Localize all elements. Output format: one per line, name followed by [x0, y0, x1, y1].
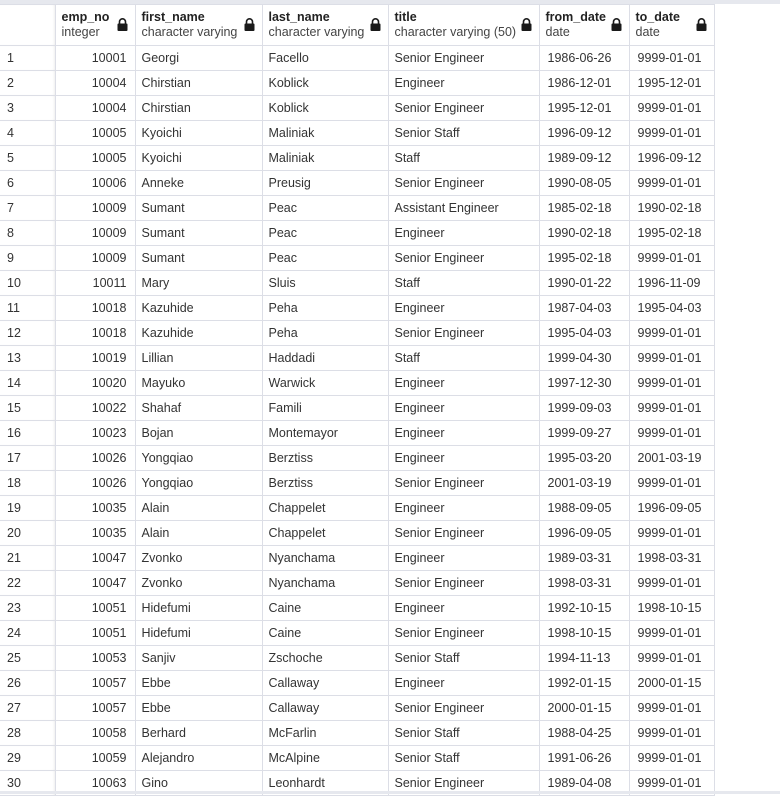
cell-emp-no[interactable]: 10023: [55, 421, 135, 446]
cell-first-name[interactable]: Hidefumi: [135, 596, 262, 621]
cell-title[interactable]: Senior Engineer: [388, 171, 539, 196]
cell-emp-no[interactable]: 10047: [55, 571, 135, 596]
table-row[interactable]: [0, 471, 714, 496]
table-row[interactable]: [0, 646, 714, 671]
grid-body: [0, 46, 714, 796]
cell-title[interactable]: Senior Staff: [388, 121, 539, 146]
cell-title[interactable]: Staff: [388, 346, 539, 371]
cell-last-name[interactable]: Berztiss: [262, 446, 388, 471]
table-row[interactable]: [0, 721, 714, 746]
cell-last-name[interactable]: Maliniak: [262, 146, 388, 171]
cell-last-name[interactable]: Peha: [262, 321, 388, 346]
cell-emp-no[interactable]: 10009: [55, 221, 135, 246]
table-row[interactable]: [0, 296, 714, 321]
cell-last-name[interactable]: Nyanchama: [262, 546, 388, 571]
column-name: to_date: [635, 10, 680, 24]
cell-title[interactable]: Senior Engineer: [388, 621, 539, 646]
cell-to-date[interactable]: 9999-01-01: [629, 696, 714, 721]
row-number[interactable]: 29: [0, 746, 55, 771]
cell-last-name[interactable]: Peac: [262, 246, 388, 271]
cell-emp-no[interactable]: 10001: [55, 46, 135, 71]
cell-from-date[interactable]: 1988-04-25: [539, 721, 629, 746]
row-number[interactable]: 7: [0, 196, 55, 221]
table-row[interactable]: [0, 246, 714, 271]
row-number[interactable]: 25: [0, 646, 55, 671]
cell-emp-no[interactable]: 10005: [55, 146, 135, 171]
column-type: date: [545, 25, 570, 39]
cell-from-date[interactable]: 1998-03-31: [539, 571, 629, 596]
row-number[interactable]: 22: [0, 571, 55, 596]
column-header-to-date[interactable]: [629, 5, 714, 46]
row-number[interactable]: 2: [0, 71, 55, 96]
cell-last-name[interactable]: McFarlin: [262, 721, 388, 746]
lock-icon: [696, 18, 707, 31]
cell-last-name[interactable]: Leonhardt: [262, 771, 388, 796]
cell-first-name[interactable]: Kyoichi: [135, 121, 262, 146]
column-type: integer: [61, 25, 100, 39]
cell-last-name[interactable]: Berztiss: [262, 471, 388, 496]
cell-last-name[interactable]: Peac: [262, 196, 388, 221]
cell-to-date[interactable]: 9999-01-01: [629, 121, 714, 146]
cell-to-date[interactable]: 9999-01-01: [629, 621, 714, 646]
cell-last-name[interactable]: Peac: [262, 221, 388, 246]
cell-title[interactable]: Senior Staff: [388, 746, 539, 771]
cell-emp-no[interactable]: 10035: [55, 521, 135, 546]
cell-from-date[interactable]: 1989-03-31: [539, 546, 629, 571]
cell-first-name[interactable]: Ebbe: [135, 696, 262, 721]
cell-to-date[interactable]: 9999-01-01: [629, 471, 714, 496]
cell-from-date[interactable]: 1999-09-27: [539, 421, 629, 446]
column-header-title[interactable]: [388, 5, 539, 46]
cell-title[interactable]: Engineer: [388, 496, 539, 521]
cell-last-name[interactable]: Chappelet: [262, 521, 388, 546]
cell-from-date[interactable]: 2001-03-19: [539, 471, 629, 496]
cell-title[interactable]: Staff: [388, 271, 539, 296]
cell-emp-no[interactable]: 10051: [55, 596, 135, 621]
row-number[interactable]: 14: [0, 371, 55, 396]
cell-title[interactable]: Engineer: [388, 421, 539, 446]
table-row[interactable]: [0, 596, 714, 621]
table-row[interactable]: [0, 696, 714, 721]
cell-to-date[interactable]: 9999-01-01: [629, 321, 714, 346]
cell-from-date[interactable]: 1991-06-26: [539, 746, 629, 771]
row-number[interactable]: 3: [0, 96, 55, 121]
cell-to-date[interactable]: 1995-04-03: [629, 296, 714, 321]
cell-first-name[interactable]: Alain: [135, 496, 262, 521]
cell-title[interactable]: Engineer: [388, 671, 539, 696]
cell-last-name[interactable]: Maliniak: [262, 121, 388, 146]
data-output-table: [0, 4, 715, 796]
cell-title[interactable]: Senior Engineer: [388, 96, 539, 121]
cell-from-date[interactable]: 1986-06-26: [539, 46, 629, 71]
column-header-last-name[interactable]: [262, 5, 388, 46]
query-results-grid: [0, 4, 780, 796]
cell-to-date[interactable]: 1990-02-18: [629, 196, 714, 221]
cell-last-name[interactable]: Montemayor: [262, 421, 388, 446]
cell-last-name[interactable]: Preusig: [262, 171, 388, 196]
cell-last-name[interactable]: Haddadi: [262, 346, 388, 371]
column-header-emp-no[interactable]: [55, 5, 135, 46]
cell-title[interactable]: Senior Engineer: [388, 46, 539, 71]
cell-first-name[interactable]: Gino: [135, 771, 262, 796]
cell-last-name[interactable]: Sluis: [262, 271, 388, 296]
cell-first-name[interactable]: Mary: [135, 271, 262, 296]
cell-emp-no[interactable]: 10019: [55, 346, 135, 371]
table-row[interactable]: [0, 346, 714, 371]
cell-title[interactable]: Senior Staff: [388, 646, 539, 671]
cell-first-name[interactable]: Kyoichi: [135, 146, 262, 171]
table-row[interactable]: [0, 146, 714, 171]
cell-emp-no[interactable]: 10059: [55, 746, 135, 771]
cell-to-date[interactable]: 9999-01-01: [629, 646, 714, 671]
cell-last-name[interactable]: Zschoche: [262, 646, 388, 671]
row-number[interactable]: 20: [0, 521, 55, 546]
table-row[interactable]: [0, 446, 714, 471]
cell-to-date[interactable]: 9999-01-01: [629, 96, 714, 121]
cell-first-name[interactable]: Shahaf: [135, 396, 262, 421]
cell-last-name[interactable]: Facello: [262, 46, 388, 71]
table-row[interactable]: [0, 521, 714, 546]
cell-from-date[interactable]: 1995-12-01: [539, 96, 629, 121]
cell-from-date[interactable]: 1989-04-08: [539, 771, 629, 796]
cell-from-date[interactable]: 1995-04-03: [539, 321, 629, 346]
cell-last-name[interactable]: Callaway: [262, 671, 388, 696]
column-header-from-date[interactable]: [539, 5, 629, 46]
cell-from-date[interactable]: 1995-03-20: [539, 446, 629, 471]
cell-emp-no[interactable]: 10020: [55, 371, 135, 396]
row-number[interactable]: 5: [0, 146, 55, 171]
cell-from-date[interactable]: 1992-01-15: [539, 671, 629, 696]
column-name: title: [394, 10, 417, 24]
cell-title[interactable]: Engineer: [388, 546, 539, 571]
table-row[interactable]: [0, 46, 714, 71]
column-name: emp_no: [61, 10, 110, 24]
cell-emp-no[interactable]: 10011: [55, 271, 135, 296]
cell-title[interactable]: Senior Engineer: [388, 321, 539, 346]
cell-emp-no[interactable]: 10057: [55, 696, 135, 721]
cell-title[interactable]: Senior Engineer: [388, 471, 539, 496]
cell-to-date[interactable]: 9999-01-01: [629, 521, 714, 546]
cell-title[interactable]: Senior Engineer: [388, 246, 539, 271]
column-type: character varying: [141, 25, 238, 39]
row-number[interactable]: 10: [0, 271, 55, 296]
cell-from-date[interactable]: 1997-12-30: [539, 371, 629, 396]
cell-emp-no[interactable]: 10005: [55, 121, 135, 146]
table-row[interactable]: [0, 121, 714, 146]
cell-to-date[interactable]: 1995-02-18: [629, 221, 714, 246]
row-number[interactable]: 17: [0, 446, 55, 471]
cell-emp-no[interactable]: 10053: [55, 646, 135, 671]
cell-title[interactable]: Senior Engineer: [388, 771, 539, 796]
cell-to-date[interactable]: 1998-03-31: [629, 546, 714, 571]
cell-title[interactable]: Engineer: [388, 446, 539, 471]
cell-title[interactable]: Engineer: [388, 396, 539, 421]
cell-first-name[interactable]: Hidefumi: [135, 621, 262, 646]
row-number[interactable]: 16: [0, 421, 55, 446]
cell-emp-no[interactable]: 10018: [55, 321, 135, 346]
row-number-header[interactable]: [0, 5, 55, 46]
row-number[interactable]: 27: [0, 696, 55, 721]
cell-title[interactable]: Engineer: [388, 296, 539, 321]
cell-from-date[interactable]: 1995-02-18: [539, 246, 629, 271]
cell-first-name[interactable]: Bojan: [135, 421, 262, 446]
cell-last-name[interactable]: Famili: [262, 396, 388, 421]
cell-emp-no[interactable]: 10009: [55, 196, 135, 221]
cell-emp-no[interactable]: 10009: [55, 246, 135, 271]
cell-first-name[interactable]: Anneke: [135, 171, 262, 196]
cell-first-name[interactable]: Chirstian: [135, 71, 262, 96]
cell-emp-no[interactable]: 10004: [55, 71, 135, 96]
cell-title[interactable]: Senior Engineer: [388, 571, 539, 596]
cell-title[interactable]: Staff: [388, 146, 539, 171]
cell-first-name[interactable]: Sumant: [135, 246, 262, 271]
column-header-first-name[interactable]: [135, 5, 262, 46]
table-row[interactable]: [0, 671, 714, 696]
cell-last-name[interactable]: Callaway: [262, 696, 388, 721]
column-name: first_name: [141, 10, 205, 24]
column-type: date: [635, 25, 660, 39]
table-row[interactable]: [0, 496, 714, 521]
cell-from-date[interactable]: 2000-01-15: [539, 696, 629, 721]
row-number[interactable]: 21: [0, 546, 55, 571]
cell-first-name[interactable]: Zvonko: [135, 546, 262, 571]
cell-last-name[interactable]: Warwick: [262, 371, 388, 396]
cell-from-date[interactable]: 1996-09-12: [539, 121, 629, 146]
cell-from-date[interactable]: 1987-04-03: [539, 296, 629, 321]
cell-emp-no[interactable]: 10047: [55, 546, 135, 571]
cell-from-date[interactable]: 1989-09-12: [539, 146, 629, 171]
cell-title[interactable]: Senior Staff: [388, 721, 539, 746]
row-number[interactable]: 6: [0, 171, 55, 196]
cell-to-date[interactable]: 2000-01-15: [629, 671, 714, 696]
cell-to-date[interactable]: 1995-12-01: [629, 71, 714, 96]
cell-first-name[interactable]: Yongqiao: [135, 471, 262, 496]
row-number[interactable]: 26: [0, 671, 55, 696]
lock-icon: [611, 18, 622, 31]
row-number[interactable]: 8: [0, 221, 55, 246]
cell-from-date[interactable]: 1988-09-05: [539, 496, 629, 521]
cell-to-date[interactable]: 9999-01-01: [629, 171, 714, 196]
row-number[interactable]: 19: [0, 496, 55, 521]
cell-to-date[interactable]: 9999-01-01: [629, 371, 714, 396]
column-name: last_name: [268, 10, 330, 24]
cell-first-name[interactable]: Alejandro: [135, 746, 262, 771]
column-type: character varying (50): [394, 25, 517, 39]
table-row[interactable]: [0, 221, 714, 246]
row-number[interactable]: 24: [0, 621, 55, 646]
table-row[interactable]: [0, 621, 714, 646]
cell-first-name[interactable]: Kazuhide: [135, 321, 262, 346]
cell-emp-no[interactable]: 10063: [55, 771, 135, 796]
table-row[interactable]: [0, 396, 714, 421]
cell-emp-no[interactable]: 10035: [55, 496, 135, 521]
cell-from-date[interactable]: 1990-01-22: [539, 271, 629, 296]
cell-title[interactable]: Engineer: [388, 71, 539, 96]
row-number[interactable]: 9: [0, 246, 55, 271]
table-row[interactable]: [0, 421, 714, 446]
cell-emp-no[interactable]: 10004: [55, 96, 135, 121]
cell-from-date[interactable]: 1999-09-03: [539, 396, 629, 421]
cell-to-date[interactable]: 9999-01-01: [629, 571, 714, 596]
cell-emp-no[interactable]: 10006: [55, 171, 135, 196]
cell-to-date[interactable]: 2001-03-19: [629, 446, 714, 471]
cell-emp-no[interactable]: 10051: [55, 621, 135, 646]
cell-from-date[interactable]: 1990-08-05: [539, 171, 629, 196]
cell-emp-no[interactable]: 10057: [55, 671, 135, 696]
cell-first-name[interactable]: Mayuko: [135, 371, 262, 396]
row-number[interactable]: 15: [0, 396, 55, 421]
table-row[interactable]: [0, 371, 714, 396]
cell-to-date[interactable]: 1996-11-09: [629, 271, 714, 296]
cell-to-date[interactable]: 9999-01-01: [629, 396, 714, 421]
row-number[interactable]: 11: [0, 296, 55, 321]
cell-from-date[interactable]: 1994-11-13: [539, 646, 629, 671]
cell-to-date[interactable]: 1998-10-15: [629, 596, 714, 621]
table-row[interactable]: [0, 96, 714, 121]
cell-first-name[interactable]: Sanjiv: [135, 646, 262, 671]
table-row[interactable]: [0, 71, 714, 96]
cell-to-date[interactable]: 9999-01-01: [629, 46, 714, 71]
cell-to-date[interactable]: 1996-09-05: [629, 496, 714, 521]
cell-first-name[interactable]: Sumant: [135, 196, 262, 221]
cell-emp-no[interactable]: 10018: [55, 296, 135, 321]
cell-first-name[interactable]: Ebbe: [135, 671, 262, 696]
column-type: character varying: [268, 25, 365, 39]
cell-last-name[interactable]: McAlpine: [262, 746, 388, 771]
row-number[interactable]: 13: [0, 346, 55, 371]
lock-icon: [521, 18, 532, 31]
table-row[interactable]: [0, 546, 714, 571]
row-number[interactable]: 12: [0, 321, 55, 346]
cell-emp-no[interactable]: 10026: [55, 471, 135, 496]
cell-from-date[interactable]: 1996-09-05: [539, 521, 629, 546]
table-row[interactable]: [0, 321, 714, 346]
cell-to-date[interactable]: 9999-01-01: [629, 246, 714, 271]
cell-first-name[interactable]: Georgi: [135, 46, 262, 71]
cell-from-date[interactable]: 1992-10-15: [539, 596, 629, 621]
row-number[interactable]: 28: [0, 721, 55, 746]
cell-last-name[interactable]: Chappelet: [262, 496, 388, 521]
cell-first-name[interactable]: Alain: [135, 521, 262, 546]
cell-title[interactable]: Engineer: [388, 221, 539, 246]
cell-emp-no[interactable]: 10058: [55, 721, 135, 746]
cell-to-date[interactable]: 9999-01-01: [629, 746, 714, 771]
cell-from-date[interactable]: 1999-04-30: [539, 346, 629, 371]
cell-first-name[interactable]: Zvonko: [135, 571, 262, 596]
cell-first-name[interactable]: Lillian: [135, 346, 262, 371]
cell-to-date[interactable]: 9999-01-01: [629, 721, 714, 746]
cell-last-name[interactable]: Caine: [262, 621, 388, 646]
cell-last-name[interactable]: Nyanchama: [262, 571, 388, 596]
row-number[interactable]: 4: [0, 121, 55, 146]
cell-emp-no[interactable]: 10022: [55, 396, 135, 421]
lock-icon: [370, 18, 381, 31]
cell-emp-no[interactable]: 10026: [55, 446, 135, 471]
cell-title[interactable]: Engineer: [388, 371, 539, 396]
cell-first-name[interactable]: Chirstian: [135, 96, 262, 121]
cell-to-date[interactable]: 9999-01-01: [629, 421, 714, 446]
cell-from-date[interactable]: 1998-10-15: [539, 621, 629, 646]
cell-title[interactable]: Senior Engineer: [388, 521, 539, 546]
row-number[interactable]: 30: [0, 771, 55, 796]
cell-to-date[interactable]: 1996-09-12: [629, 146, 714, 171]
header-row: [0, 5, 714, 46]
cell-first-name[interactable]: Berhard: [135, 721, 262, 746]
cell-first-name[interactable]: Yongqiao: [135, 446, 262, 471]
cell-to-date[interactable]: 9999-01-01: [629, 771, 714, 796]
lock-icon: [117, 18, 128, 31]
cell-last-name[interactable]: Caine: [262, 596, 388, 621]
cell-to-date[interactable]: 9999-01-01: [629, 346, 714, 371]
table-row[interactable]: [0, 571, 714, 596]
row-number[interactable]: 23: [0, 596, 55, 621]
column-name: from_date: [545, 10, 606, 24]
cell-from-date[interactable]: 1990-02-18: [539, 221, 629, 246]
cell-title[interactable]: Engineer: [388, 596, 539, 621]
row-number[interactable]: 18: [0, 471, 55, 496]
table-row[interactable]: [0, 196, 714, 221]
cell-last-name[interactable]: Koblick: [262, 71, 388, 96]
cell-from-date[interactable]: 1985-02-18: [539, 196, 629, 221]
table-row[interactable]: [0, 171, 714, 196]
cell-title[interactable]: Assistant Engineer: [388, 196, 539, 221]
lock-icon: [244, 18, 255, 31]
cell-last-name[interactable]: Koblick: [262, 96, 388, 121]
cell-from-date[interactable]: 1986-12-01: [539, 71, 629, 96]
cell-last-name[interactable]: Peha: [262, 296, 388, 321]
cell-first-name[interactable]: Sumant: [135, 221, 262, 246]
row-number[interactable]: 1: [0, 46, 55, 71]
table-row[interactable]: [0, 271, 714, 296]
cell-title[interactable]: Senior Engineer: [388, 696, 539, 721]
table-row[interactable]: [0, 746, 714, 771]
cell-first-name[interactable]: Kazuhide: [135, 296, 262, 321]
